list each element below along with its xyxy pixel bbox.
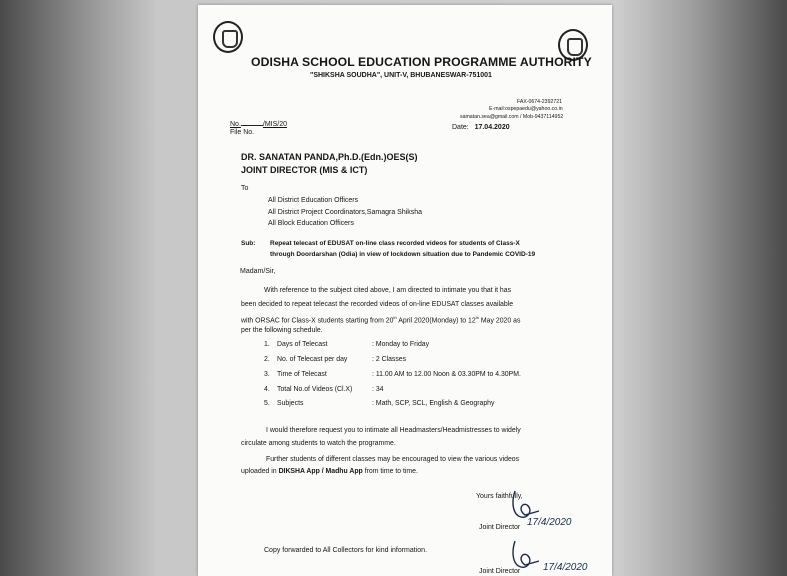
odisha-emblem-logo <box>213 21 243 53</box>
salutation: Madam/Sir, <box>240 268 276 275</box>
recipient-deo: All District Education Officers <box>268 197 359 204</box>
org-name: ODISHA SCHOOL EDUCATION PROGRAMME AUTHORITY <box>251 55 592 69</box>
body-line-4: per the following schedule. <box>241 327 323 334</box>
body-line-3: with ORSAC for Class-X students starting from 20th April 2020(Monday) to 12th May 2020 as <box>241 315 521 325</box>
email-address: E-mail:ospepaedu@yahoo.co.in <box>489 106 563 112</box>
closing-line-4: uploaded in DIKSHA App / Madhu App from time to time. <box>241 468 418 475</box>
to-label: To <box>241 185 249 192</box>
subject-line-2: through Doordarshan (Odia) in view of lockdown situation due to Pandemic COVID-19 <box>270 251 536 258</box>
sender-designation: JOINT DIRECTOR (MIS & ICT) <box>241 165 368 175</box>
closing-line-1: I would therefore request you to intimate all Headmasters/Headmistresses to widely <box>266 427 521 434</box>
email-mobile: samatan.sea@gmail.com / Mob-9437114952 <box>460 114 564 120</box>
ref-number: No. /MIS/20 <box>230 121 288 128</box>
recipient-beo: All Block Education Officers <box>268 220 354 227</box>
closing-line-2: circulate among students to watch the programme. <box>241 440 396 447</box>
copy-signature-date: 17/4/2020 <box>543 562 588 573</box>
subject-label: Sub: <box>241 240 256 247</box>
org-address: "SHIKSHA SOUDHA", UNIT-V, BHUBANESWAR-751001 <box>310 72 492 79</box>
yours-faithfully: Yours faithfully, <box>476 493 523 500</box>
recipient-dpc: All District Project Coordinators,Samagra Shiksha <box>268 209 423 216</box>
body-line-1: With reference to the subject cited above, I am directed to intimate you that it has <box>264 287 512 294</box>
closing-line-3: Further students of different classes may be encouraged to view the various videos <box>266 456 520 463</box>
signature-designation: Joint Director <box>479 524 521 531</box>
subject-line-1: Repeat telecast of EDUSAT on-line class recorded videos for students of Class-X <box>270 240 520 247</box>
body-line-2: been decided to repeat telecast the recorded videos of on-line EDUSAT classes available <box>241 301 514 308</box>
copy-forwarded: Copy forwarded to All Collectors for kind information. <box>264 547 428 554</box>
copy-designation: Joint Director <box>479 568 521 575</box>
file-number: File No. <box>230 129 255 136</box>
sender-name: DR. SANATAN PANDA,Ph.D.(Edn.)OES(S) <box>241 152 418 162</box>
fax-number: FAX-0674-2392721 <box>517 99 562 105</box>
signature-date: 17/4/2020 <box>527 517 572 528</box>
letter-date: Date: 17.04.2020 <box>452 124 510 131</box>
letter-page: ODISHA SCHOOL EDUCATION PROGRAMME AUTHORITY "SHIKSHA SOUDHA", UNIT-V, BHUBANESWAR-751001 FAX-0674-2392721 E-mail:ospepaedu@yahoo.co.in samatan.sea@gmail.com / Mob-9437114952 No. /MIS/20 File No. Date: 17.04.2020 DR. SANATAN PANDA,Ph.D.(Edn.)OES(S) JOINT DIRECTOR (MIS & ICT) To All District Education Officers All District Project Coordinators,Samagra Shiksha All Block Education Officers Sub: Repeat telecast of EDUSAT on-line class recorded videos for students of Class-X through Doordarshan (Odia) in view of lockdown situation due to Pandemic COVID-19 Madam/Sir, With reference to the subject cited above, I am directed to intimate you that it has been decided to repeat telecast the recorded videos of on-line EDUSAT classes available with ORSAC for Class-X students starting from 20th April 2020(Monday) to 12th May 2020 as per the following schedule. 1. Days of Telecast : Monday to Friday 2. No. of Telecast per day : 2 Classes 3. Time of Telecast : 11.00 AM to 12.00 Noon & 03.30PM to 4.30PM. 4. Total No.of Videos (Cl.X) : 34 5. Subjects : Math, SCP, SCL, English & Geography I would therefore request you to intimate all Headmasters/Headmistresses to widely circulate among students to watch the programme. Further students of different classes may be encouraged to view the various videos uploaded in DIKSHA App / Madhu App from time to time. Yours faithfully, Joint Director 17/4/2020 Copy forwarded to All Collectors for kind information. Joint Director 17/4/2020 <box>198 5 612 576</box>
